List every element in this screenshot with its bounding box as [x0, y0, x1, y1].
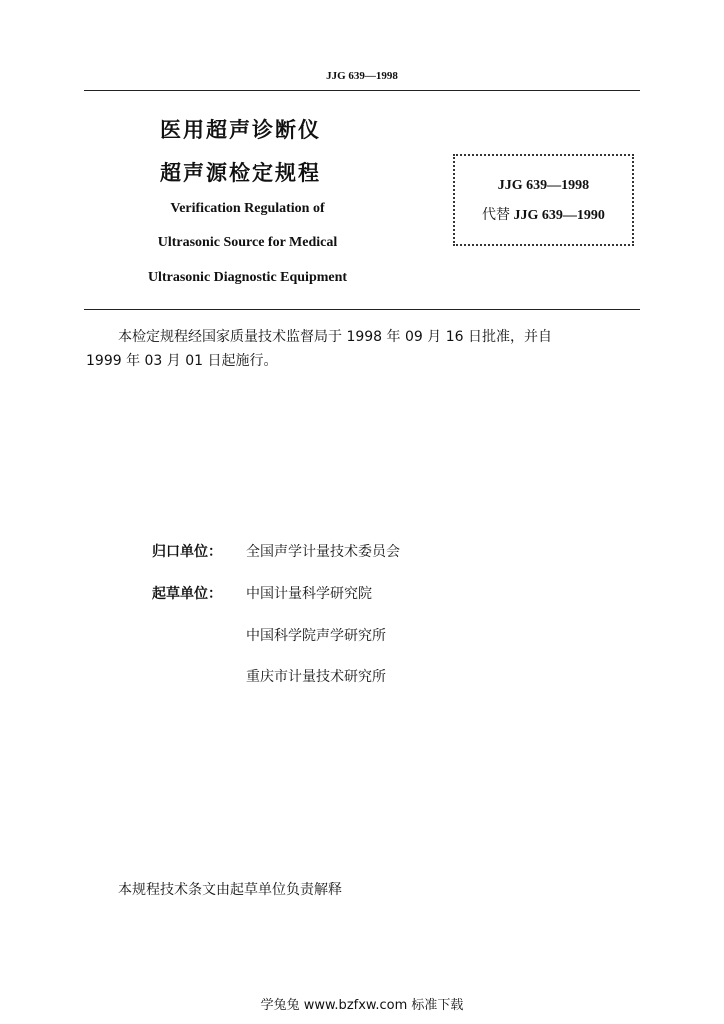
box-replaced-code: JJG 639—1990 — [513, 208, 605, 223]
standard-code-box — [453, 154, 634, 246]
title-en-line3: Ultrasonic Diagnostic Equipment — [147, 270, 348, 285]
interpretation-note: 本规程技术条文由起草单位负责解释 — [118, 882, 342, 898]
responsible-unit-label: 归口单位： — [152, 544, 222, 560]
drafting-unit-2: 中国科学院声学研究所 — [246, 628, 386, 644]
box-replaces-prefix: 代替 — [482, 208, 511, 223]
box-replaces-line — [455, 204, 632, 224]
approval-line2: 1999 年 03 月 01 日起施行。 — [86, 353, 278, 369]
box-standard-code: JJG 639—1998 — [497, 178, 590, 193]
drafting-unit-label: 起草单位： — [152, 586, 222, 602]
title-en-line2: Ultrasonic Source for Medical — [157, 235, 338, 250]
drafting-unit-3: 重庆市计量技术研究所 — [246, 669, 386, 685]
footer-watermark-text: 学兔兔 www.bzfxw.com 标准下载 — [260, 998, 464, 1013]
approval-line1: 本检定规程经国家质量技术监督局于 1998 年 09 月 16 日批准，并自 — [118, 329, 552, 345]
responsible-unit-value: 全国声学计量技术委员会 — [246, 544, 400, 560]
title-en-line1: Verification Regulation of — [170, 201, 325, 216]
header-standard-code: JJG 639—1998 — [326, 70, 398, 82]
title-cn-line2: 超声源检定规程 — [160, 161, 321, 185]
drafting-unit-1: 中国计量科学研究院 — [246, 586, 372, 602]
title-cn-line1: 医用超声诊断仪 — [160, 118, 321, 142]
title-bottom-rule — [84, 309, 640, 310]
header-rule — [84, 90, 640, 91]
